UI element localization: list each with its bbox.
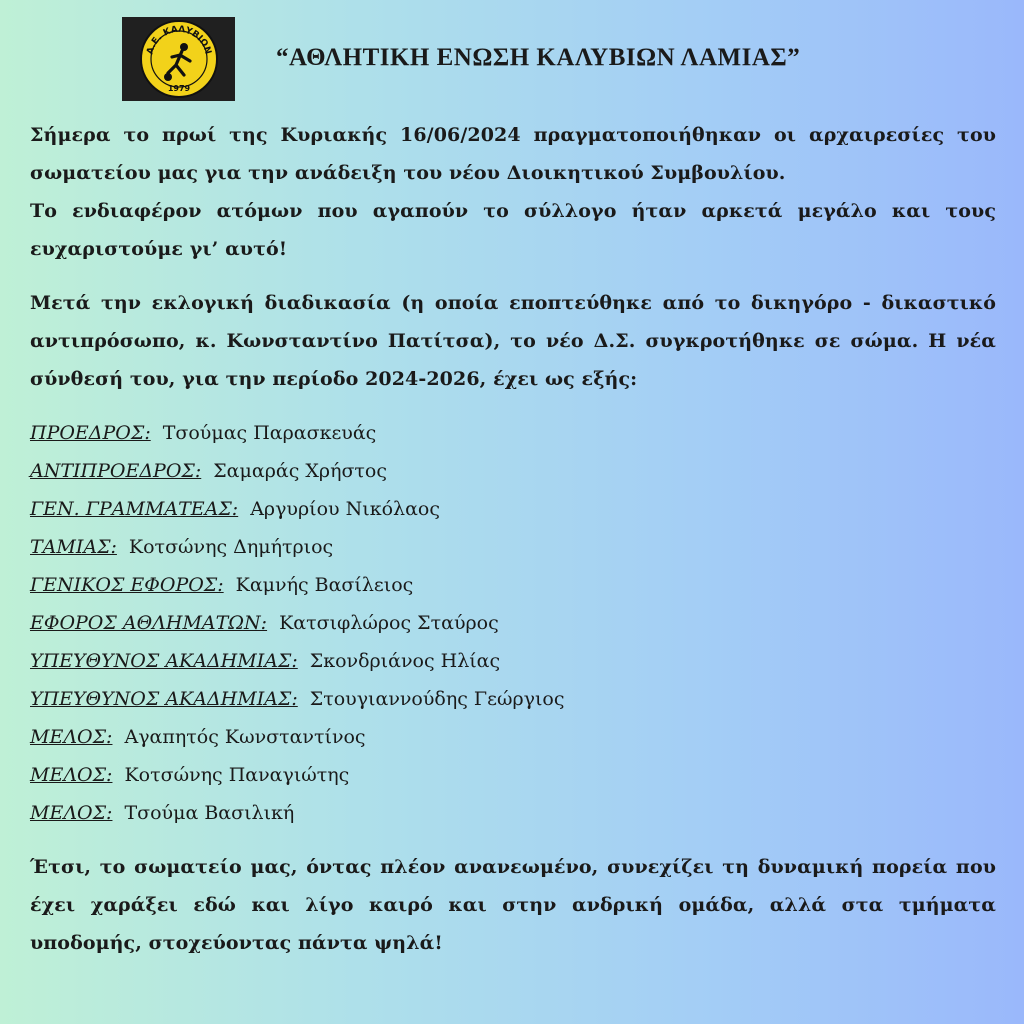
intro-paragraph-2: Το ενδιαφέρον ατόμων που αγαπούν το σύλλογο ήταν αρκετά μεγάλο και τους ευχαριστούμε γι’ αυτό! bbox=[30, 200, 996, 260]
board-role: ΥΠΕΥΘΥΝΟΣ ΑΚΑΔΗΜΙΑΣ: bbox=[30, 688, 298, 710]
board-name: Σαμαράς Χρήστος bbox=[213, 460, 388, 482]
page-title: “ΑΘΛΗΤΙΚΗ ΕΝΩΣΗ ΚΑΛΥΒΙΩΝ ΛΑΜΙΑΣ” bbox=[276, 44, 801, 71]
board-member bbox=[30, 452, 996, 490]
board-name: Αργυρίου Νικόλαος bbox=[250, 498, 440, 520]
board-role: ΥΠΕΥΘΥΝΟΣ ΑΚΑΔΗΜΙΑΣ: bbox=[30, 650, 298, 672]
board-member bbox=[30, 490, 996, 528]
closing-paragraph: Έτσι, το σωματείο μας, όντας πλέον ανανεωμένο, συνεχίζει τη δυναμική πορεία που έχει χαράξει εδώ και λίγο καιρό και στην ανδρική ομάδα, αλλά στα τμήματα υποδομής, στοχεύοντας πάντα ψηλά! bbox=[30, 856, 996, 954]
board-role: ΠΡΟΕΔΡΟΣ: bbox=[30, 422, 151, 444]
board-role: ΤΑΜΙΑΣ: bbox=[30, 536, 117, 558]
board-role: ΓΕΝ. ΓΡΑΜΜΑΤΕΑΣ: bbox=[30, 498, 239, 520]
board-member bbox=[30, 642, 996, 680]
intro-paragraph-3: Μετά την εκλογική διαδικασία (η οποία εποπτεύθηκε από το δικηγόρο - δικαστικό αντιπρόσωπο, κ. Κωνσταντίνο Πατίτσα), το νέο Δ.Σ. συγκροτήθηκε σε σώμα. Η νέα σύνθεσή του, για την περίοδο 2024-2026, έχει ως εξής: bbox=[30, 292, 996, 390]
board-name: Αγαπητός Κωνσταντίνος bbox=[124, 726, 366, 748]
board-role: ΕΦΟΡΟΣ ΑΘΛΗΜΑΤΩΝ: bbox=[30, 612, 268, 634]
spacer bbox=[30, 268, 996, 284]
board-role: ΜΕΛΟΣ: bbox=[30, 802, 113, 824]
announcement-body bbox=[30, 116, 996, 962]
board-member bbox=[30, 718, 996, 756]
board-name: Κατσιφλώρος Σταύρος bbox=[279, 612, 499, 634]
board-role: ΓΕΝΙΚΟΣ ΕΦΟΡΟΣ: bbox=[30, 574, 224, 596]
board-name: Κοτσώνης Δημήτριος bbox=[128, 536, 334, 558]
board-role: ΜΕΛΟΣ: bbox=[30, 764, 113, 786]
board-member bbox=[30, 756, 996, 794]
board-name: Κοτσώνης Παναγιώτης bbox=[124, 764, 350, 786]
board-name: Τσούμα Βασιλική bbox=[124, 802, 295, 824]
logo-year: 1979 bbox=[167, 84, 191, 93]
board-member-list bbox=[30, 414, 996, 832]
board-name: Σκονδριάνος Ηλίας bbox=[309, 650, 501, 672]
club-logo bbox=[122, 17, 235, 101]
logo-text: Α.Ε. ΚΑΛΥΒΙΩΝ bbox=[145, 24, 213, 56]
spacer bbox=[30, 398, 996, 414]
board-name: Τσούμας Παρασκευάς bbox=[162, 422, 377, 444]
intro-paragraph-1: Σήμερα το πρωί της Κυριακής 16/06/2024 πραγματοποιήθηκαν οι αρχαιρεσίες του σωματείου μας για την ανάδειξη του νέου Διοικητικού Συμβουλίου. bbox=[30, 124, 996, 184]
board-name: Καμνής Βασίλειος bbox=[235, 574, 414, 596]
board-member bbox=[30, 566, 996, 604]
board-name: Στουγιαννούδης Γεώργιος bbox=[309, 688, 565, 710]
board-role: ΑΝΤΙΠΡΟΕΔΡΟΣ: bbox=[30, 460, 202, 482]
board-member bbox=[30, 794, 996, 832]
club-crest-icon bbox=[122, 17, 235, 101]
board-member bbox=[30, 414, 996, 452]
board-role: ΜΕΛΟΣ: bbox=[30, 726, 113, 748]
board-member bbox=[30, 604, 996, 642]
spacer bbox=[30, 832, 996, 848]
board-member bbox=[30, 680, 996, 718]
board-member bbox=[30, 528, 996, 566]
